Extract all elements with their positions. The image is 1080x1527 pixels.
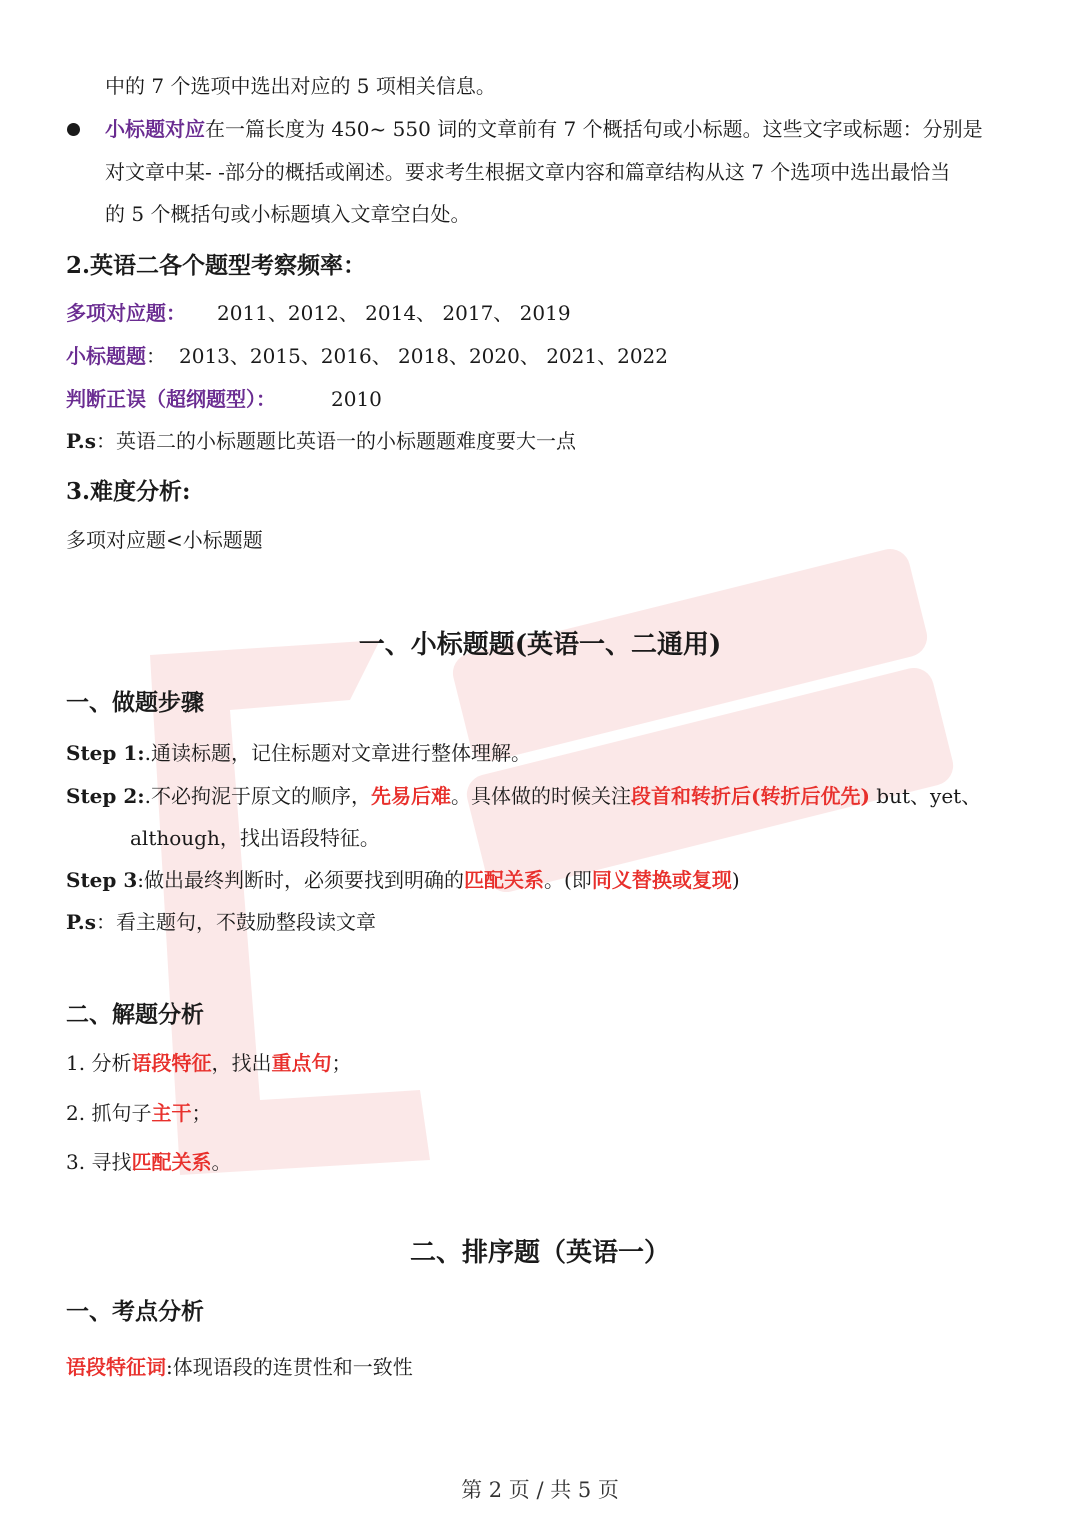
analysis-item-3-highlight: 匹配关系 [131,1150,212,1174]
freq-ps-label: P.s [66,429,96,453]
intro-continuation: 中的 7 个选项中选出对应的 5 项相关信息。 [105,74,496,98]
bullet-text: 在一篇长度为 450~ 550 词的文章前有 7 个概括句或小标题。这些文字或标题：分别是 [205,117,983,141]
step1-label: Step 1: [66,741,145,765]
analysis-item-1 [66,1053,351,1073]
bullet-term: 小标题对应 [105,117,205,141]
freq-row-1-years: 2011、2012、 2014、 2017、 2019 [217,301,571,325]
analysis-item-1-text-a: 分析 [91,1051,132,1075]
step3-label: Step 3 [66,868,138,892]
bullet-paragraph-line3: 的 5 个概括句或小标题填入文章空白处。 [105,202,471,226]
freq-row-3-years: 2010 [331,387,382,411]
section1-ps-text: ：看主题句，不鼓励整段读文章 [95,910,376,934]
step2-continuation: although，找出语段特征。 [130,826,380,850]
analysis-item-3-text-a: 寻找 [91,1150,132,1174]
step3-highlight-1: 匹配关系 [464,868,545,892]
freq-row-2-sep: ： [146,344,166,368]
step2-text-c: but、yet、 [869,784,982,808]
analysis-item-2-text-b: ； [191,1101,212,1125]
step2-label: Step 2: [66,784,145,808]
step3-text-c: ) [731,868,740,892]
step2-highlight-2: 段首和转折后(转折后优先) [631,784,870,808]
section1-title: 一、小标题题(英语一、二通用) [358,630,722,660]
section1-ps-label: P.s [66,910,96,934]
analysis-item-1-num: 1. [66,1051,86,1075]
analysis-item-1-highlight-1: 语段特征 [131,1051,212,1075]
analysis-item-3-num: 3. [66,1150,86,1174]
difficulty-heading: 3.难度分析: [66,478,191,505]
analysis-heading: 二、解题分析 [66,1001,204,1028]
section2-term-line [66,1357,413,1377]
section2-term: 语段特征词 [66,1355,166,1379]
analysis-item-3-text-b: 。 [211,1150,232,1174]
step2-highlight-1: 先易后难 [371,784,452,808]
analysis-item-1-text-c: ； [331,1051,352,1075]
analysis-item-2-num: 2. [66,1101,86,1125]
step2 [66,786,981,806]
freq-row-3-label: 判断正误（超纲题型）： [66,387,276,411]
analysis-item-2-highlight: 主干 [151,1101,192,1125]
freq-row-1-label: 多项对应题： [66,301,186,325]
freq-ps [66,431,576,451]
section2-title: 二、排序题（英语一） [409,1238,670,1268]
freq-heading: 2.英语二各个题型考察频率： [66,252,367,279]
page-number: 第 2 页 / 共 5 页 [461,1478,619,1502]
analysis-item-3 [66,1152,231,1172]
step3-highlight-2: 同义替换或复现 [591,868,732,892]
difficulty-text: 多项对应题<小标题题 [66,528,263,552]
step2-text-b: 。具体做的时候关注 [451,784,632,808]
analysis-item-2 [66,1103,211,1123]
points-heading: 一、考点分析 [66,1298,204,1325]
step3-text-b: 。(即 [544,868,592,892]
step3 [66,870,740,890]
analysis-item-2-text-a: 抓句子 [91,1101,152,1125]
bullet-paragraph-line1 [105,119,983,139]
section2-text: :体现语段的连贯性和一致性 [166,1355,413,1379]
freq-row-2 [66,346,166,366]
step3-text-a: :做出最终判断时，必须要找到明确的 [137,868,465,892]
steps-heading: 一、做题步骤 [66,689,204,716]
bullet-paragraph-line2: 对文章中某- -部分的概括或阐述。要求考生根据文章内容和篇章结构从这 7 个选项中选出最恰当 [105,160,951,184]
analysis-item-1-highlight-2: 重点句 [271,1051,332,1075]
analysis-item-1-text-b: ，找出 [211,1051,272,1075]
section1-ps [66,912,376,932]
freq-row-3 [66,389,276,409]
step1 [66,743,531,763]
bullet-dot-icon [67,123,80,136]
freq-row-1 [66,303,186,323]
freq-row-2-label: 小标题题 [66,344,146,368]
freq-ps-text: ：英语二的小标题题比英语一的小标题题难度要大一点 [95,429,576,453]
freq-row-2-years: 2013、2015、2016、 2018、2020、 2021、2022 [179,344,669,368]
step2-text-a: .不必拘泥于原文的顺序， [144,784,372,808]
step1-text: .通读标题，记住标题对文章进行整体理解。 [144,741,532,765]
